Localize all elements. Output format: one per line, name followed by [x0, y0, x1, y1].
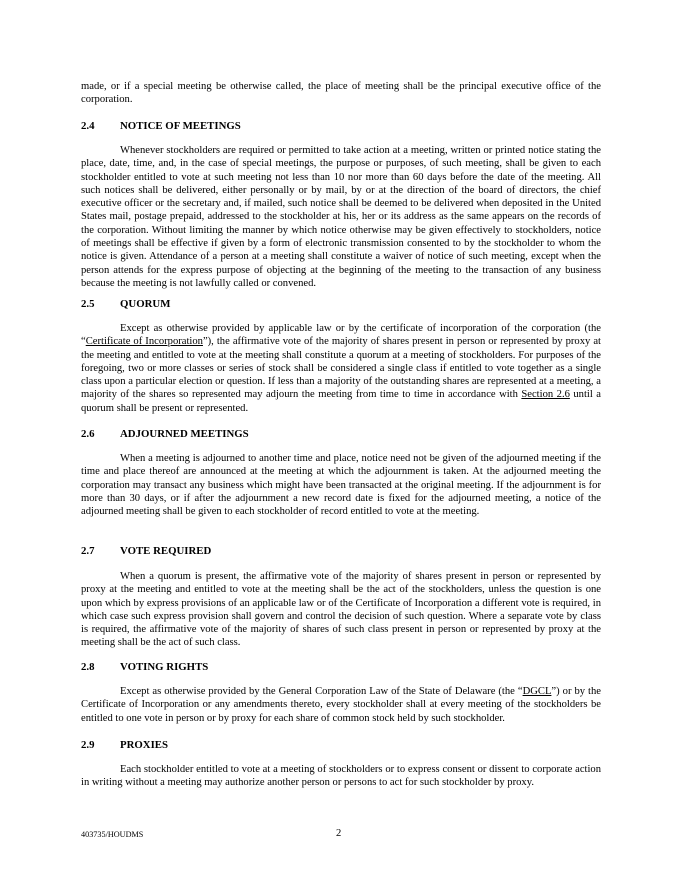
section-title: PROXIES	[120, 739, 168, 751]
section-paragraph	[81, 322, 601, 415]
footer-document-id: 403735/HOUDMS	[81, 830, 144, 839]
section-heading-2-5	[81, 297, 601, 311]
section-number: 2.8	[81, 661, 95, 673]
paragraph-text: Except as otherwise provided by applicable law or by the certificate of incorporation of the corporation (the “	[81, 323, 601, 348]
defined-term-dgcl: DGCL	[522, 686, 552, 697]
paragraph-text: ”), the affirmative vote of the majority of shares present in person or represented by proxy at the meeting and entitled to vote at the meeting shall constitute a quorum at a meeting of stockholders. For purposes of the foregoing, two or more classes or series of stock shall be considered a single class if entitled to vote together as a single class upon a particular election or question. If less than a majority of the outstanding shares are represented at a meeting, a majority of the shares so represented may adjourn the meeting from time to time in accordance with	[81, 336, 601, 401]
section-title: ADJOURNED MEETINGS	[120, 428, 249, 440]
section-body-2-6	[81, 452, 601, 518]
section-reference-link[interactable]: Section 2.6	[521, 389, 570, 401]
section-body-2-9	[81, 763, 601, 790]
section-number: 2.5	[81, 298, 95, 310]
section-heading-2-4	[81, 119, 601, 133]
intro-text: made, or if a special meeting be otherwise called, the place of meeting shall be the principal executive office of the corporation.	[81, 81, 601, 106]
paragraph-text: until a quorum shall be present or represented.	[81, 389, 601, 414]
section-title: NOTICE OF MEETINGS	[120, 120, 241, 132]
intro-paragraph	[81, 80, 601, 107]
section-heading-2-9	[81, 738, 601, 752]
section-paragraph: Each stockholder entitled to vote at a meeting of stockholders or to express consent or dissent to corporate action in writing without a meeting may authorize another person or persons to act for such stockholder by proxy.	[81, 764, 601, 789]
footer-page-number: 2	[336, 828, 342, 839]
section-title: QUORUM	[120, 298, 171, 310]
section-heading-2-7	[81, 544, 601, 558]
section-number: 2.9	[81, 739, 95, 751]
paragraph-text: ”) or by the Certificate of Incorporation or any amendments thereto, every stockholder shall at every meeting of the stockholders be entitled to one vote in person or by proxy for each share of common stock held by such stockholder.	[81, 686, 601, 724]
section-paragraph	[81, 685, 601, 725]
defined-term-certificate: Certificate of Incorporation	[85, 336, 203, 348]
section-paragraph: Whenever stockholders are required or permitted to take action at a meeting, written or printed notice stating the place, date, time, and, in the case of special meetings, the purpose or purposes, of such meeting, shall be given to each stockholder entitled to vote at such meeting not less than 10 nor more than 60 days before the date of the meeting. All such notices shall be delivered, either personally or by mail, by or at the direction of the board of directors, the chief executive officer or the secretary and, if mailed, such notice shall be deemed to be delivered when deposited in the United States mail, postage prepaid, addressed to the stockholder at his, her or its address as the same appears on the records of the corporation. Without limiting the manner by which notice otherwise may be given effectively to stockholders, notice of meetings shall be effective if given by a form of electronic transmission consented to by the stockholder to whom the notice is given. Attendance of a person at a meeting shall constitute a waiver of notice of such meeting, except when the person attends for the express purpose of objecting at the beginning of the meeting to the transaction of any business because the meeting is not lawfully called or convened.	[81, 145, 601, 289]
section-body-2-7	[81, 570, 601, 650]
paragraph-text: Except as otherwise provided by the General Corporation Law of the State of Delaware (the “	[120, 686, 523, 697]
section-body-2-8	[81, 685, 601, 725]
section-title: VOTING RIGHTS	[120, 661, 209, 673]
section-paragraph: When a meeting is adjourned to another time and place, notice need not be given of the adjourned meeting if the time and place thereof are announced at the meeting at which the adjournment is taken. At the adjourned meeting the corporation may transact any business which might have been transacted at the original meeting. If the adjournment is for more than 30 days, or if after the adjournment a new record date is fixed for the adjourned meeting, a notice of the adjourned meeting shall be given to each stockholder of record entitled to vote at the meeting.	[81, 453, 601, 518]
section-title: VOTE REQUIRED	[120, 545, 212, 557]
section-number: 2.7	[81, 545, 95, 557]
section-number: 2.6	[81, 428, 95, 440]
section-body-2-4	[81, 144, 601, 290]
section-heading-2-6	[81, 427, 601, 441]
section-number: 2.4	[81, 120, 95, 132]
section-paragraph: When a quorum is present, the affirmative vote of the majority of shares present in person or represented by proxy at the meeting and entitled to vote at the meeting shall be the act of the stockholders, unless the question is one upon which by express provisions of an applicable law or of the Certificate of Incorporation a different vote is required, in which case such express provision shall govern and control the decision of such question. Where a separate vote by class is required, the affirmative vote of the majority of shares of such class present in person or represented by proxy at the meeting shall be the act of such class.	[81, 571, 601, 649]
section-body-2-5	[81, 322, 601, 415]
section-heading-2-8	[81, 660, 601, 674]
